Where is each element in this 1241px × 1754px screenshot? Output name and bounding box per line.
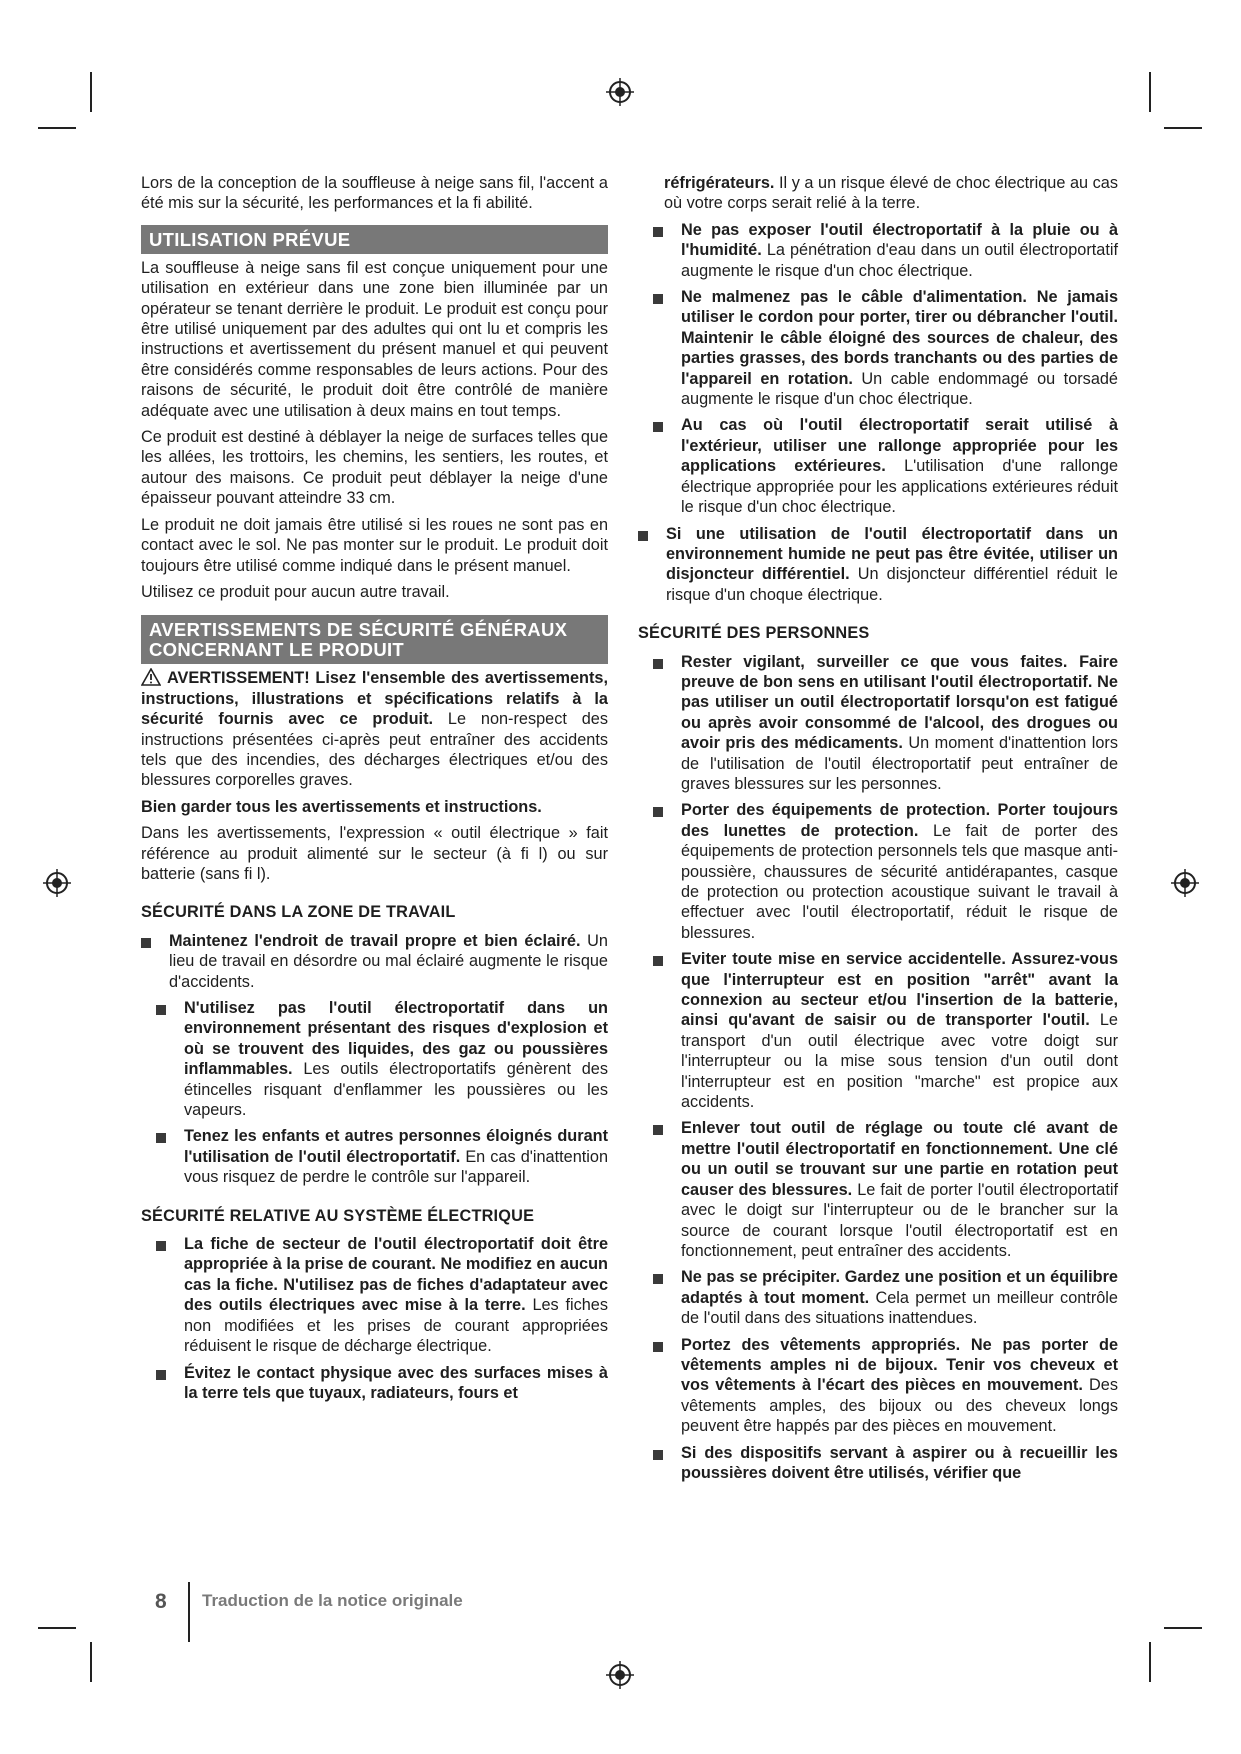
registration-mark-icon <box>1170 868 1200 898</box>
paragraph: Ce produit est destiné à déblayer la neige de surfaces telles que les allées, les trottoirs, les chemins, les sentiers, les routes, et autour des maisons. Ce produit peut déblayer la neige d'une épaisseur pouvant atteindre 33 cm. <box>141 428 608 508</box>
warning-triangle-icon <box>141 668 161 686</box>
crop-mark <box>38 1627 76 1629</box>
list-item: Si des dispositifs servant à aspirer ou à recueillir les poussières doivent être utilisés, vérifier que <box>653 1443 1118 1484</box>
bullet-icon <box>653 1274 663 1284</box>
list-item: Ne pas se précipiter. Gardez une position et un équilibre adaptés à tout moment. Cela permet un meilleur contrôle de l'outil dans des situations inattendues. <box>653 1267 1118 1328</box>
section-heading-intended-use: UTILISATION PRÉVUE <box>141 225 608 254</box>
list-item: Rester vigilant, surveiller ce que vous faites. Faire preuve de bon sens en utilisant l'outil électroportatif. Ne pas utiliser un outil électroportatif lorsqu'on est fatigué ou après avoir consommé de l'alcool, des drogues ou avoir pris des médicaments. Un moment d'inattention lors de l'utilisation de l'outil électroportatif peut entraîner de graves blessures sur les personnes. <box>653 652 1118 795</box>
bullet-icon <box>653 659 663 669</box>
list-item: Maintenez l'endroit de travail propre et bien éclairé. Un lieu de travail en désordre ou mal éclairé augmente le risque d'accidents. <box>141 931 608 992</box>
crop-mark <box>90 72 92 112</box>
bullet-icon <box>638 531 648 541</box>
paragraph: Utilisez ce produit pour aucun autre travail. <box>141 582 450 601</box>
page-number: 8 <box>155 1590 167 1613</box>
paragraph: Le produit ne doit jamais être utilisé si les roues ne sont pas en contact avec le sol. Ne pas monter sur le produit. Le produit doit toujours être utilisé comme indiqué dans le présent manuel. <box>141 515 608 575</box>
bullet-icon <box>653 227 663 237</box>
bullet-icon <box>653 1342 663 1352</box>
list-item: Portez des vêtements appropriés. Ne pas porter de vêtements amples ni de bijoux. Tenir vos cheveux et vos vêtements à l'écart des pièces en mouvement. Des vêtements amples, des bijoux ou des cheveux longs peuvent être happés par des pièces en mouvement. <box>653 1335 1118 1437</box>
footer-caption: Traduction de la notice originale <box>202 1591 463 1610</box>
right-column <box>638 173 1118 1489</box>
registration-mark-icon <box>42 868 72 898</box>
registration-mark-icon <box>605 77 635 107</box>
list-item: Tenez les enfants et autres personnes éloignés durant l'utilisation de l'outil électroportatif. En cas d'inattention vous risquez de perdre le contrôle sur l'appareil. <box>156 1126 608 1187</box>
list-item: Porter des équipements de protection. Porter toujours des lunettes de protection. Le fait de porter des équipements de protection personnels tels que masque anti-poussière, chaussures de sécurité antidérapantes, casque de protection ou protection acoustique suivant le travail à effectuer avec l'outil électroportatif, réduit le risque de blessures. <box>653 800 1118 943</box>
crop-mark <box>1149 72 1151 112</box>
crop-mark <box>1164 1627 1202 1629</box>
list-item: Eviter toute mise en service accidentelle. Assurez-vous que l'interrupteur est en position "arrêt" avant la connexion au secteur et/ou l'insertion de la batterie, ainsi qu'avant de saisir ou de transporter l'outil. Le transport d'un outil électrique avec votre doigt sur l'interrupteur ou la mise sous tension d'un outil dont l'interrupteur est en position "marche" est propice aux accidents. <box>653 949 1118 1112</box>
warning-paragraph <box>141 668 608 790</box>
bullet-icon <box>141 938 151 948</box>
bullet-icon <box>653 294 663 304</box>
section-heading-general-warnings: AVERTISSEMENTS DE SÉCURITÉ GÉNÉRAUX CONCERNANT LE PRODUIT <box>141 615 608 664</box>
paragraph: La souffleuse à neige sans fil est conçue uniquement pour une utilisation en extérieur dans une zone bien illuminée par un opérateur se tenant derrière le produit. Le produit est conçu pour être utilisé uniquement par des adultes qui ont lu et compris les instructions et avertissement du présent manuel et qui peuvent être considérés comme responsables de leurs actions. Pour des raisons de sécurité, le produit doit être contrôlé de manière adéquate avec une utilisation à deux mains en tout temps. <box>141 258 608 420</box>
registration-mark-icon <box>605 1660 635 1690</box>
intro-paragraph: Lors de la conception de la souffleuse à neige sans fil, l'accent a été mis sur la sécurité, les performances et la fi abilité. <box>141 174 608 213</box>
warning-bold: AVERTISSEMENT! Lisez l'ensemble des avertissements, instructions, illustrations et spécifications relatifs à la sécurité fournis avec ce produit. <box>141 669 608 729</box>
bullet-icon <box>653 422 663 432</box>
warning-text: Le non-respect des instructions présentées ci-après peut entraîner des accidents tels que des incendies, des décharges électriques et/ou des blessures corporelles graves. <box>141 710 608 790</box>
crop-mark <box>1149 1642 1151 1682</box>
subheading-work-area: SÉCURITÉ DANS LA ZONE DE TRAVAIL <box>141 903 456 922</box>
list-item: Au cas où l'outil électroportatif serait utilisé à l'extérieur, utiliser une rallonge appropriée pour les applications extérieures. L'utilisation d'une rallonge électrique appropriée pour les applications extérieures réduit le risque d'un choc électrique. <box>653 415 1118 517</box>
keep-instructions: Bien garder tous les avertissements et instructions. <box>141 797 542 816</box>
bullet-icon <box>156 1370 166 1380</box>
paragraph: Dans les avertissements, l'expression « outil électrique » fait référence au produit alimenté sur le secteur (à fi l) ou sur batterie (sans fi l). <box>141 824 608 883</box>
bullet-icon <box>653 956 663 966</box>
crop-mark <box>1164 127 1202 129</box>
bullet-icon <box>653 1125 663 1135</box>
list-item: Enlever tout outil de réglage ou toute clé avant de mettre l'outil électroportatif en fonctionnement. Une clé ou un outil se trouvant sur une partie en rotation peut causer des blessures. Le fait de porter l'outil électroportatif avec le doigt sur l'interrupteur ou de le brancher sur la source de courant lorsque l'outil électroportatif est en fonctionnement, peut entraîner des accidents. <box>653 1118 1118 1261</box>
subheading-electrical: SÉCURITÉ RELATIVE AU SYSTÈME ÉLECTRIQUE <box>141 1206 535 1225</box>
crop-mark <box>38 127 76 129</box>
list-item: Ne pas exposer l'outil électroportatif à la pluie ou à l'humidité. La pénétration d'eau dans un outil électroportatif augmente le risque d'un choc électrique. <box>653 220 1118 281</box>
footer-divider <box>188 1582 190 1642</box>
left-column <box>141 173 608 1409</box>
list-item: Ne malmenez pas le câble d'alimentation. Ne jamais utiliser le cordon pour porter, tirer ou débrancher l'outil. Maintenir le câble éloigné des sources de chaleur, des parties grasses, des bords tranchants ou des parties de l'appareil en rotation. Un cable endommagé ou torsadé augmente le risque d'un choc électrique. <box>653 287 1118 409</box>
list-item: Si une utilisation de l'outil électroportatif dans un environnement humide ne peut pas être évitée, utiliser un disjoncteur différentiel. Un disjoncteur différentiel réduit le risque d'un choque électrique. <box>638 524 1118 606</box>
bullet-icon <box>156 1005 166 1015</box>
list-item-continued: réfrigérateurs. Il y a un risque élevé de choc électrique au cas où votre corps serait relié à la terre. <box>664 174 1118 213</box>
bullet-icon <box>653 807 663 817</box>
crop-mark <box>90 1642 92 1682</box>
bullet-icon <box>156 1133 166 1143</box>
subheading-personal-safety: SÉCURITÉ DES PERSONNES <box>638 624 870 643</box>
bullet-icon <box>653 1450 663 1460</box>
list-item: N'utilisez pas l'outil électroportatif dans un environnement présentant des risques d'explosion et où se trouvent des liquides, des gaz ou poussières inflammables. Les outils électroportatifs génèrent des étincelles risquant d'enflammer les poussières ou les vapeurs. <box>156 998 608 1120</box>
list-item: Évitez le contact physique avec des surfaces mises à la terre tels que tuyaux, radiateurs, fours et <box>156 1363 608 1404</box>
list-item: La fiche de secteur de l'outil électroportatif doit être appropriée à la prise de courant. Ne modifiez en aucun cas la fiche. N'utilisez pas de fiches d'adaptateur avec des outils électriques avec mise à la terre. Les fiches non modifiées et les prises de courant appropriées réduisent le risque de décharge électrique. <box>156 1234 608 1356</box>
bullet-icon <box>156 1241 166 1251</box>
